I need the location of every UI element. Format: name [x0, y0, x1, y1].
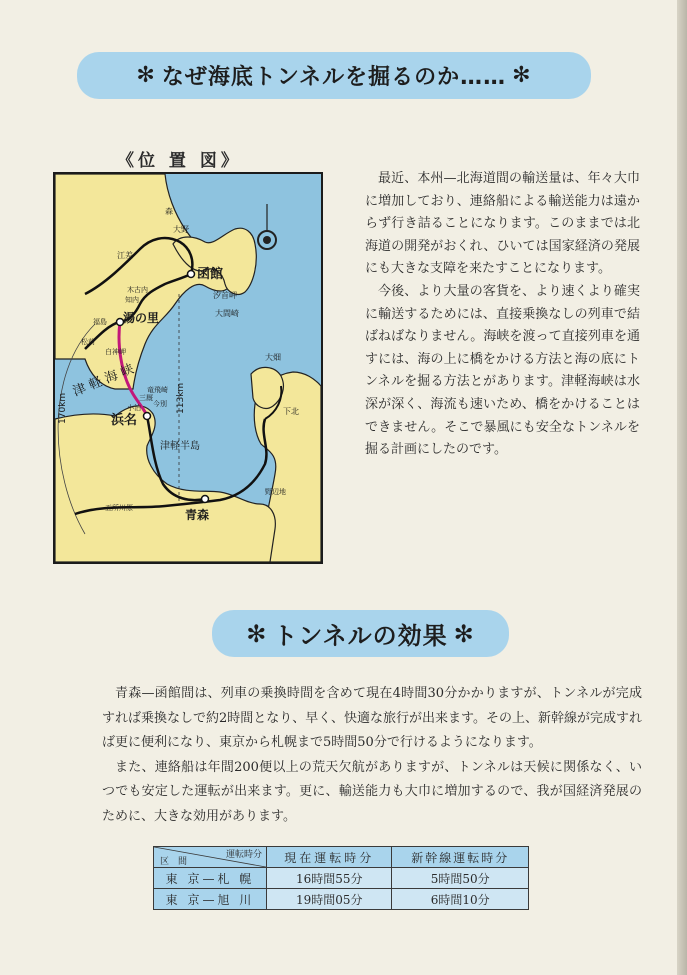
effect-paragraph-1: 青森—函館間は、列車の乗換時間を含めて現在4時間30分かかりますが、トンネルが完成すれば乗換なしで約2時間となり、早く、快適な旅行が出来ます。その上、新幹線が完成すれば更に便利になり、東京から札幌まで5時間50分で行けるようになります。	[102, 686, 642, 750]
banner-mark-left: ✻	[246, 619, 268, 648]
label-mori: 森	[165, 207, 173, 216]
label-noheji: 野辺地	[265, 488, 286, 496]
banner-why-tunnel	[77, 52, 591, 99]
label-yunosato: 湯の里	[123, 311, 160, 325]
label-ooma: 大畑	[265, 353, 281, 362]
label-kikonai: 木古内	[127, 286, 148, 294]
effect-paragraph-2: また、連絡船は年間200便以上の荒天欠航がありますが、トンネルは天候に関係なく、いつでも安定した運転が出来ます。更に、輸送能力も大巾に増加するので、我が国経済発展のために、大きな効用があります。	[102, 759, 642, 824]
shinkansen-time-cell: 6時間10分	[392, 889, 529, 910]
banner-tunnel-effect	[212, 610, 509, 657]
route-cell: 東 京—旭 川	[154, 889, 267, 910]
label-ono: 大野	[173, 225, 189, 234]
corner-bottom-label: 区 間	[160, 857, 188, 867]
header-current: 現在運転時分	[267, 847, 392, 868]
map-graphic	[55, 174, 321, 562]
label-esashi: 江差	[117, 251, 133, 260]
label-113km: 113km	[176, 382, 186, 414]
label-170km: 170km	[58, 392, 68, 424]
label-shimokita: 下北	[283, 407, 299, 416]
tsugaru-land	[55, 406, 275, 562]
label-hamana: 浜名	[111, 413, 138, 428]
aomori-dot	[202, 496, 209, 503]
corner-top-label: 運転時分	[225, 850, 262, 860]
banner-mark-right: ✻	[453, 619, 475, 648]
label-hakodate: 函館	[197, 267, 224, 282]
label-shiokubi: 汐首岬	[213, 291, 237, 300]
banner-mark-left: ✻	[136, 63, 156, 88]
current-time-cell: 19時間05分	[267, 889, 392, 910]
intro-text	[365, 168, 640, 462]
current-time-cell: 16時間55分	[267, 868, 392, 889]
intro-paragraph-1: 最近、本州—北海道間の輸送量は、年々大巾に増加しており、連絡船による輸送能力は遠からず行き詰ることになります。このままでは北海道の開発がおくれ、ひいては国家経済の発展にも大きな支障を来たすことになります。	[365, 171, 640, 277]
hamana-dot	[144, 413, 151, 420]
shinkansen-time-cell: 5時間50分	[392, 868, 529, 889]
table-row	[154, 868, 529, 889]
hakodate-dot	[188, 271, 195, 278]
travel-time-table	[153, 846, 529, 910]
table-row	[154, 889, 529, 910]
label-imabetsu: 今別	[153, 400, 167, 408]
map-title: 《位 置 図》	[117, 151, 242, 171]
label-goshogawara: 五所川原	[105, 504, 133, 512]
effect-text	[102, 682, 642, 829]
label-mimaya: 三厩	[139, 394, 153, 402]
label-shirakami: 白神岬	[105, 348, 126, 356]
table-header-row	[154, 847, 529, 868]
header-shinkansen: 新幹線運転時分	[392, 847, 529, 868]
label-kohama: 小泊	[127, 404, 141, 412]
page-edge	[677, 0, 687, 975]
banner-mark-right: ✻	[512, 63, 532, 88]
label-shiriuchi: 知内	[125, 296, 139, 304]
location-map	[53, 172, 323, 564]
label-matsumae: 松前	[81, 338, 95, 346]
label-tappi: 竜飛崎	[147, 386, 168, 394]
label-fukushima: 福島	[93, 318, 107, 326]
route-cell: 東 京—札 幌	[154, 868, 267, 889]
label-oma: 大間崎	[215, 309, 239, 318]
label-tsugaru-kaikyo: 津 軽 海 峡	[70, 361, 137, 400]
corner-header	[154, 847, 267, 868]
label-aomori: 青森	[185, 508, 210, 522]
banner-title: なぜ海底トンネルを掘るのか……	[161, 65, 507, 90]
label-tsugaru-hanto: 津軽半島	[160, 441, 200, 452]
intro-paragraph-2: 今後、より大量の客貨を、より速くより確実に輸送するためには、直接乗換なしの列車で結ばねばなりません。海峡を渡って直接列車を通すには、海の上に橋をかける方法と海の底にトンネルを掘る方法とがあります。津軽海峡は水深が深く、海流も速いため、橋をかけることはできません。そこで暴風にも安全なトンネルを掘る計画にしたのです。	[365, 283, 640, 458]
banner-title: トンネルの効果	[273, 622, 448, 650]
compass-inner	[263, 236, 271, 244]
